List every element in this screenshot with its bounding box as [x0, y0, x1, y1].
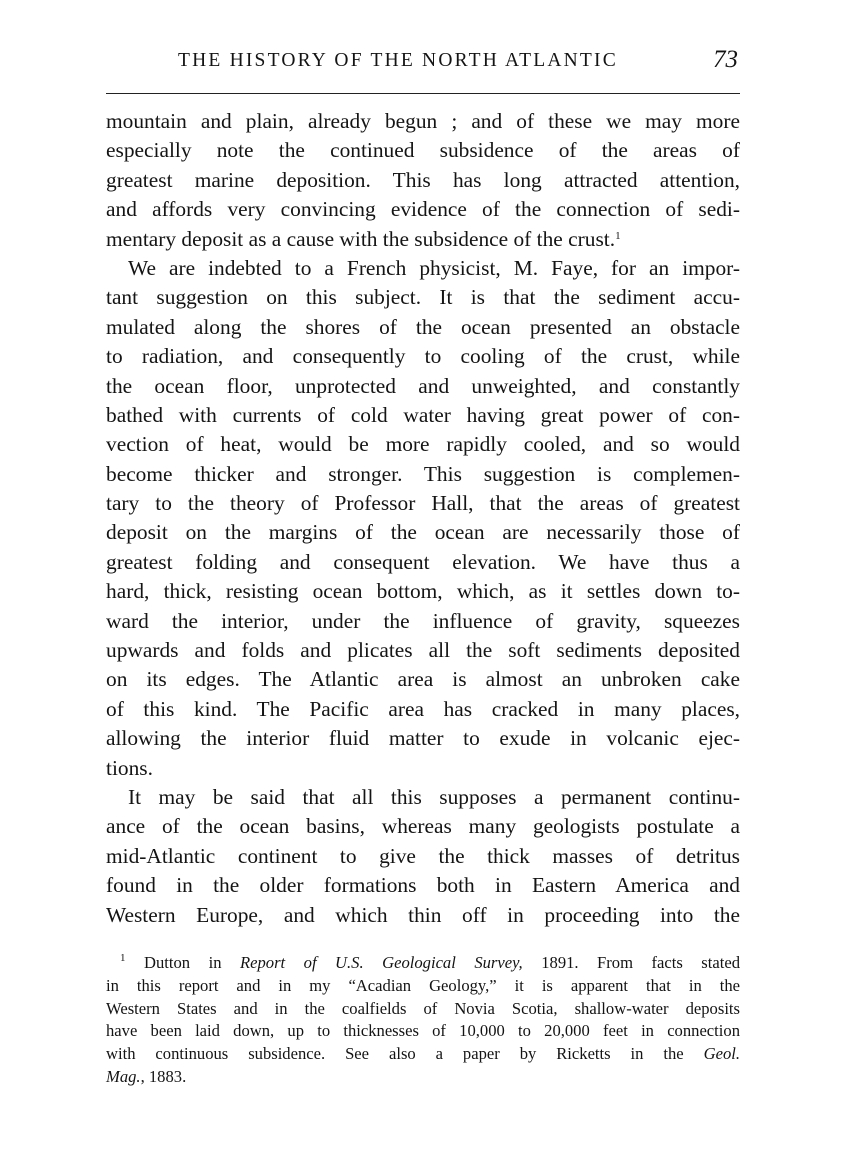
text-line: the ocean floor, unprotected and unweighted, and constantly [106, 373, 740, 398]
footnote-citation-title: Mag. [106, 1066, 141, 1086]
text-line: especially note the continued subsidence of the areas of [106, 138, 740, 163]
text-line: bathed with currents of cold water having great power of con- [106, 402, 740, 427]
text-line: become thicker and stronger. This suggestion is complemen- [106, 461, 740, 486]
footnote [106, 952, 740, 1089]
footnote-citation-title: Report of U.S. Geological Survey, [240, 953, 523, 972]
text-line: It may be said that all this supposes a permanent continu- [128, 784, 740, 809]
footnote-text: 1891. From facts stated [541, 953, 741, 972]
page-number: 73 [713, 46, 738, 73]
footnote-text: with continuous subsidence. See also a paper by Ricketts in the [106, 1044, 684, 1064]
text-line: of this kind. The Pacific area has cracked in many places, [106, 696, 740, 721]
footnote-line: in this report and in my “Acadian Geology,” it is apparent that in the [106, 975, 740, 995]
footnote-line: have been laid down, up to thicknesses of 10,000 to 20,000 feet in connection [106, 1021, 740, 1041]
text-line: and affords very convincing evidence of the connection of sedi- [106, 197, 740, 222]
text-line: ward the interior, under the influence of gravity, squeezes [106, 608, 740, 633]
text-line: mountain and plain, already begun ; and of these we may more [106, 109, 740, 133]
footnote-line [106, 952, 740, 975]
text-line: ance of the ocean basins, whereas many geologists postulate a [106, 814, 740, 839]
text-line: tary to the theory of Professor Hall, that the areas of greatest [106, 491, 740, 516]
text-line: mulated along the shores of the ocean presented an obstacle [106, 314, 740, 339]
header-rule [106, 93, 740, 94]
running-title: THE HISTORY OF THE NORTH ATLANTIC [178, 50, 618, 71]
footnote-line [106, 1066, 740, 1089]
text-line: We are indebted to a French physicist, M. Faye, for an impor- [128, 255, 740, 280]
text-line: deposit on the margins of the ocean are necessarily those of [106, 520, 740, 545]
footnote-marker: 1 [120, 952, 126, 964]
footnote-reference: 1 [615, 229, 621, 242]
text-line: mid-Atlantic continent to give the thick masses of detritus [106, 843, 740, 868]
text-line: vection of heat, would be more rapidly cooled, and so would [106, 432, 740, 457]
text-line: Western Europe, and which thin off in proceeding into the [106, 902, 740, 927]
text-line: allowing the interior fluid matter to exude in volcanic ejec- [106, 726, 740, 751]
text-line: tions. [106, 755, 153, 780]
text-line: tant suggestion on this subject. It is that the sediment accu- [106, 285, 740, 310]
text-line: on its edges. The Atlantic area is almost an unbroken cake [106, 667, 740, 692]
text-line [106, 225, 740, 254]
text-line: to radiation, and consequently to cooling of the crust, while [106, 344, 740, 369]
footnote-text: Dutton in [144, 953, 222, 972]
text-line: greatest folding and consequent elevation. We have thus a [106, 549, 740, 574]
footnote-line [106, 1043, 740, 1066]
text-line: greatest marine deposition. This has long attracted attention, [106, 167, 740, 192]
text-line: found in the older formations both in Eastern America and [106, 873, 740, 898]
body-text [106, 107, 740, 930]
text-line-content: mentary deposit as a cause with the subsidence of the crust. [106, 226, 616, 251]
text-line: hard, thick, resisting ocean bottom, which, as it settles down to- [106, 579, 740, 604]
footnote-line: Western States and in the coalfields of Novia Scotia, shallow-water deposits [106, 998, 740, 1018]
text-line: upwards and folds and plicates all the soft sediments deposited [106, 638, 740, 663]
footnote-text: , 1883. [140, 1066, 187, 1086]
running-head [106, 46, 742, 80]
footnote-citation-title: Geol. [703, 1044, 740, 1064]
